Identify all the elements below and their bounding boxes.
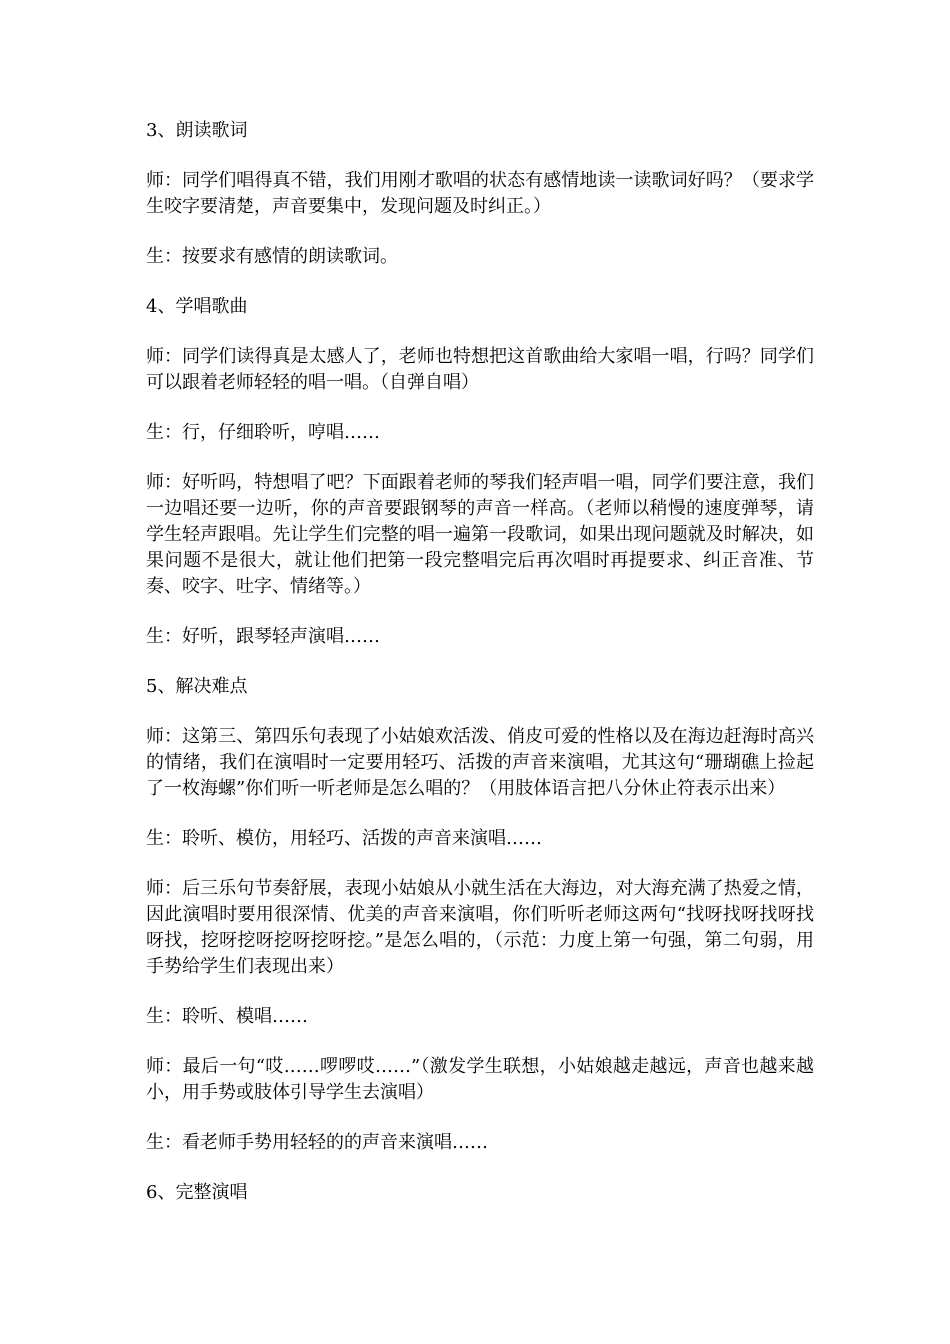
teacher-line: 师：同学们唱得真不错，我们用刚才歌唱的状态有感情地读一读歌词好吗？（要求学生咬字要清楚，声音要集中，发现问题及时纠正。） [146, 170, 814, 217]
student-line: 生：按要求有感情的朗读歌词。 [146, 246, 398, 267]
document-page [146, 118, 814, 1230]
student-line: 生：聆听、模唱…… [146, 1006, 308, 1027]
section-heading-3: 3、朗读歌词 [146, 120, 248, 141]
student-line: 生：聆听、模仿，用轻巧、活拨的声音来演唱…… [146, 828, 542, 849]
section-heading-5: 5、解决难点 [146, 676, 248, 697]
student-line: 生：看老师手势用轻轻的的声音来演唱…… [146, 1132, 488, 1153]
teacher-line: 师：这第三、第四乐句表现了小姑娘欢活泼、俏皮可爱的性格以及在海边赶海时高兴的情绪，我们在演唱时一定要用轻巧、活拨的声音来演唱，尤其这句“珊瑚礁上捡起了一枚海螺”你们听一听老师是怎么唱的？（用肢体语言把八分休止符表示出来） [146, 726, 814, 799]
teacher-line: 师：同学们读得真是太感人了，老师也特想把这首歌曲给大家唱一唱，行吗？同学们可以跟着老师轻轻的唱一唱。（自弹自唱） [146, 346, 814, 393]
teacher-line: 师：后三乐句节奏舒展，表现小姑娘从小就生活在大海边，对大海充满了热爱之情，因此演唱时要用很深情、优美的声音来演唱，你们听听老师这两句“找呀找呀找呀找呀找，挖呀挖呀挖呀挖呀挖。”是怎么唱的，（示范：力度上第一句强，第二句弱，用手势给学生们表现出来） [146, 878, 814, 977]
section-heading-6: 6、完整演唱 [146, 1182, 248, 1203]
teacher-line: 师：最后一句“哎……啰啰哎……”（激发学生联想，小姑娘越走越远，声音也越来越小，用手势或肢体引导学生去演唱） [146, 1056, 814, 1103]
teacher-line: 师：好听吗，特想唱了吧？下面跟着老师的琴我们轻声唱一唱，同学们要注意，我们一边唱还要一边听，你的声音要跟钢琴的声音一样高。（老师以稍慢的速度弹琴，请学生轻声跟唱。先让学生们完整的唱一遍第一段歌词，如果出现问题就及时解决，如果问题不是很大，就让他们把第一段完整唱完后再次唱时再提要求、纠正音准、节奏、咬字、吐字、情绪等。） [146, 472, 814, 597]
section-heading-4: 4、学唱歌曲 [146, 296, 248, 317]
student-line: 生：好听，跟琴轻声演唱…… [146, 626, 380, 647]
student-line: 生：行，仔细聆听，哼唱…… [146, 422, 380, 443]
